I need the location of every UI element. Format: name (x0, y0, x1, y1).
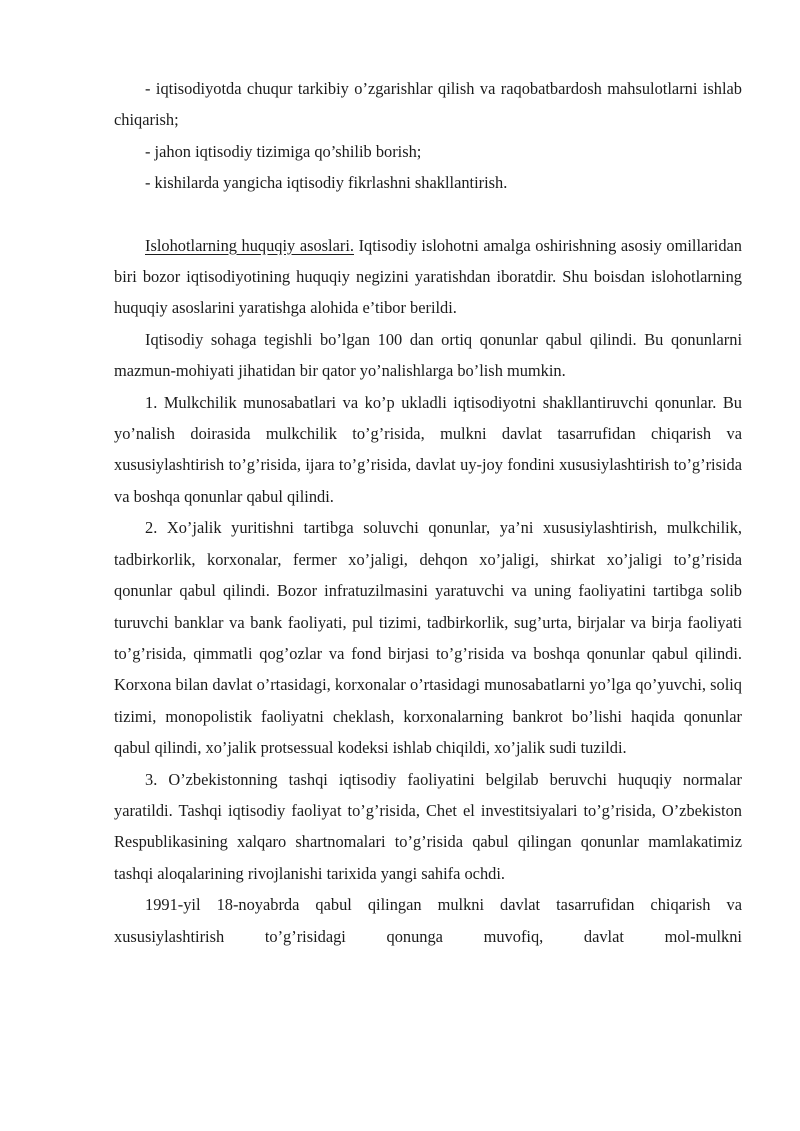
section-paragraph (114, 230, 742, 324)
section-heading: Islohotlarning huquqiy asoslari. (145, 235, 354, 255)
page-content (114, 73, 742, 952)
body-paragraph: 2. Xo’jalik yuritishni tartibga soluvchi qonunlar, ya’ni xususiylashtirish, mulkchilik, tadbirkorlik, korxonalar, fermer xo’jaligi, dehqon xo’jaligi, shirkat xo’jaligi to’g’risida qonunlar qabul qilindi. Bozor infratuzilmasini yaratuvchi va uning faoliyatini tartibga solib turuvchi banklar va bank faoliyati, pul tizimi, tadbirkorlik, sug’urta, birjalar va birja faoliyati to’g’risida, qimmatli qog’ozlar va fond birjasi to’g’risida va boshqa qonunlar qabul qilindi. Korxona bilan davlat o’rtasidagi, korxonalar o’rtasidagi munosabatlarni yo’lga qo’yuvchi, soliq tizimi, monopolistik faoliyatni cheklash, korxonalarning bankrot bo’lishi haqida qonunlar qabul qilindi, xo’jalik protsessual kodeksi ishlab chiqildi, xo’jalik sudi tuzildi. (114, 518, 742, 758)
intro-list-item: - iqtisodiyotda chuqur tarkibiy o’zgarishlar qilish va raqobatbardosh mahsulotlarni ishlab chiqarish; (114, 79, 742, 130)
body-paragraph: Iqtisodiy sohaga tegishli bo’lgan 100 dan ortiq qonunlar qabul qilindi. Bu qonunlarni mazmun-mohiyati jihatidan bir qator yo’nalishlarga bo’lish mumkin. (114, 329, 742, 381)
intro-list-item: - kishilarda yangicha iqtisodiy fikrlashni shakllantirish. (145, 173, 508, 193)
body-paragraph: 3. O’zbekistonning tashqi iqtisodiy faoliyatini belgilab beruvchi huquqiy normalar yaratildi. Tashqi iqtisodiy faoliyat to’g’risida, Chet el investitsiyalari to’g’risida, O’zbekiston Respublikasining xalqaro shartnomalari to’g’risida qabul qilingan qonunlar mamlakatimiz tashqi aloqalarining rivojlanishi tarixida yangi sahifa ochdi. (114, 769, 742, 883)
intro-list-item: - jahon iqtisodiy tizimiga qo’shilib borish; (145, 141, 422, 161)
body-paragraph: 1991-yil 18-noyabrda qabul qilingan mulkni davlat tasarrufidan chiqarish va xususiylashtirish to’g’risidagi qonunga muvofiq, davlat mol-mulkni (114, 895, 742, 946)
body-paragraph: 1. Mulkchilik munosabatlari va ko’p ukladli iqtisodiyotni shakllantiruvchi qonunlar. Bu yo’nalish doirasida mulkchilik to’g’risida, mulkni davlat tasarrufidan chiqarish va xususiylashtirish to’g’risida, ijara to’g’risida, davlat uy-joy fondini xususiylashtirish to’g’risida va boshqa qonunlar qabul qilindi. (114, 392, 742, 506)
section-lead-text: Iqtisodiy islohotni amalga oshirishning asosiy omillaridan biri bozor iqtisodiyotining huquqiy negizini yaratishdan iboratdir. Shu boisdan islohotlarning huquqiy asoslarini yaratishga alohida e’tibor berildi. (114, 235, 742, 318)
paragraph-spacer (114, 199, 742, 230)
